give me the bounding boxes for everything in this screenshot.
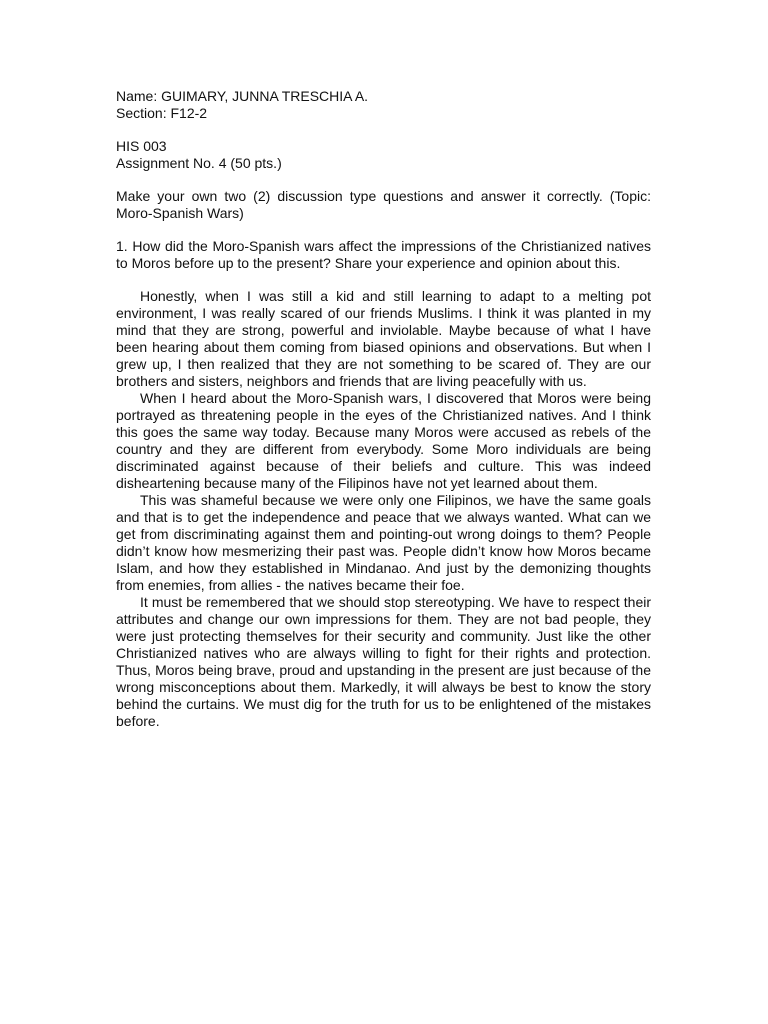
- answer-paragraph-4: It must be remembered that we should stop stereotyping. We have to respect their attributes and change our own impressions for them. They are not bad people, they were just protecting themselves for their security and community. Just like the other Christianized natives who are always willing to fight for their rights and protection. Thus, Moros being brave, proud and upstanding in the present are just because of the wrong misconceptions about them. Markedly, it will always be best to know the story behind the curtains. We must dig for the truth for us to be enlightened of the mistakes before.: [116, 594, 651, 729]
- spacer: [116, 222, 651, 238]
- question-text: 1. How did the Moro-Spanish wars affect the impressions of the Christianized natives to Moros before up to the present? Share your experience and opinion about this.: [116, 238, 651, 271]
- assignment-title: Assignment No. 4 (50 pts.): [116, 155, 282, 171]
- spacer: [116, 272, 651, 288]
- document-body: [116, 88, 651, 730]
- answer-paragraph-2: When I heard about the Moro-Spanish wars, I discovered that Moros were being portrayed as threatening people in the eyes of the Christianized natives. And I think this goes the same way today. Because many Moros were accused as rebels of the country and they are different from everybody. Some Moro individuals are being discriminated against because of their beliefs and culture. This was indeed disheartening because many of the Filipinos have not yet learned about them.: [116, 390, 651, 491]
- student-name: Name: GUIMARY, JUNNA TRESCHIA A.: [116, 88, 369, 104]
- instructions-text: Make your own two (2) discussion type questions and answer it correctly. (Topic: Moro-Spanish Wars): [116, 188, 651, 221]
- answer-paragraph-1: Honestly, when I was still a kid and still learning to adapt to a melting pot environment, I was really scared of our friends Muslims. I think it was planted in my mind that they are strong, powerful and inviolable. Maybe because of what I have been hearing about them coming from biased opinions and observations. But when I grew up, I then realized that they are not something to be scared of. They are our brothers and sisters, neighbors and friends that are living peacefully with us.: [116, 288, 651, 389]
- spacer: [116, 172, 651, 188]
- student-section: Section: F12-2: [116, 105, 208, 121]
- course-code: HIS 003: [116, 138, 167, 154]
- answer-paragraph-3: This was shameful because we were only one Filipinos, we have the same goals and that is to get the independence and peace that we always wanted. What can we get from discriminating against them and pointing-out wrong doings to them? People didn’t know how mesmerizing their past was. People didn’t know how Moros became Islam, and how they established in Mindanao. And just by the demonizing thoughts from enemies, from allies - the natives became their foe.: [116, 492, 651, 593]
- spacer: [116, 122, 651, 138]
